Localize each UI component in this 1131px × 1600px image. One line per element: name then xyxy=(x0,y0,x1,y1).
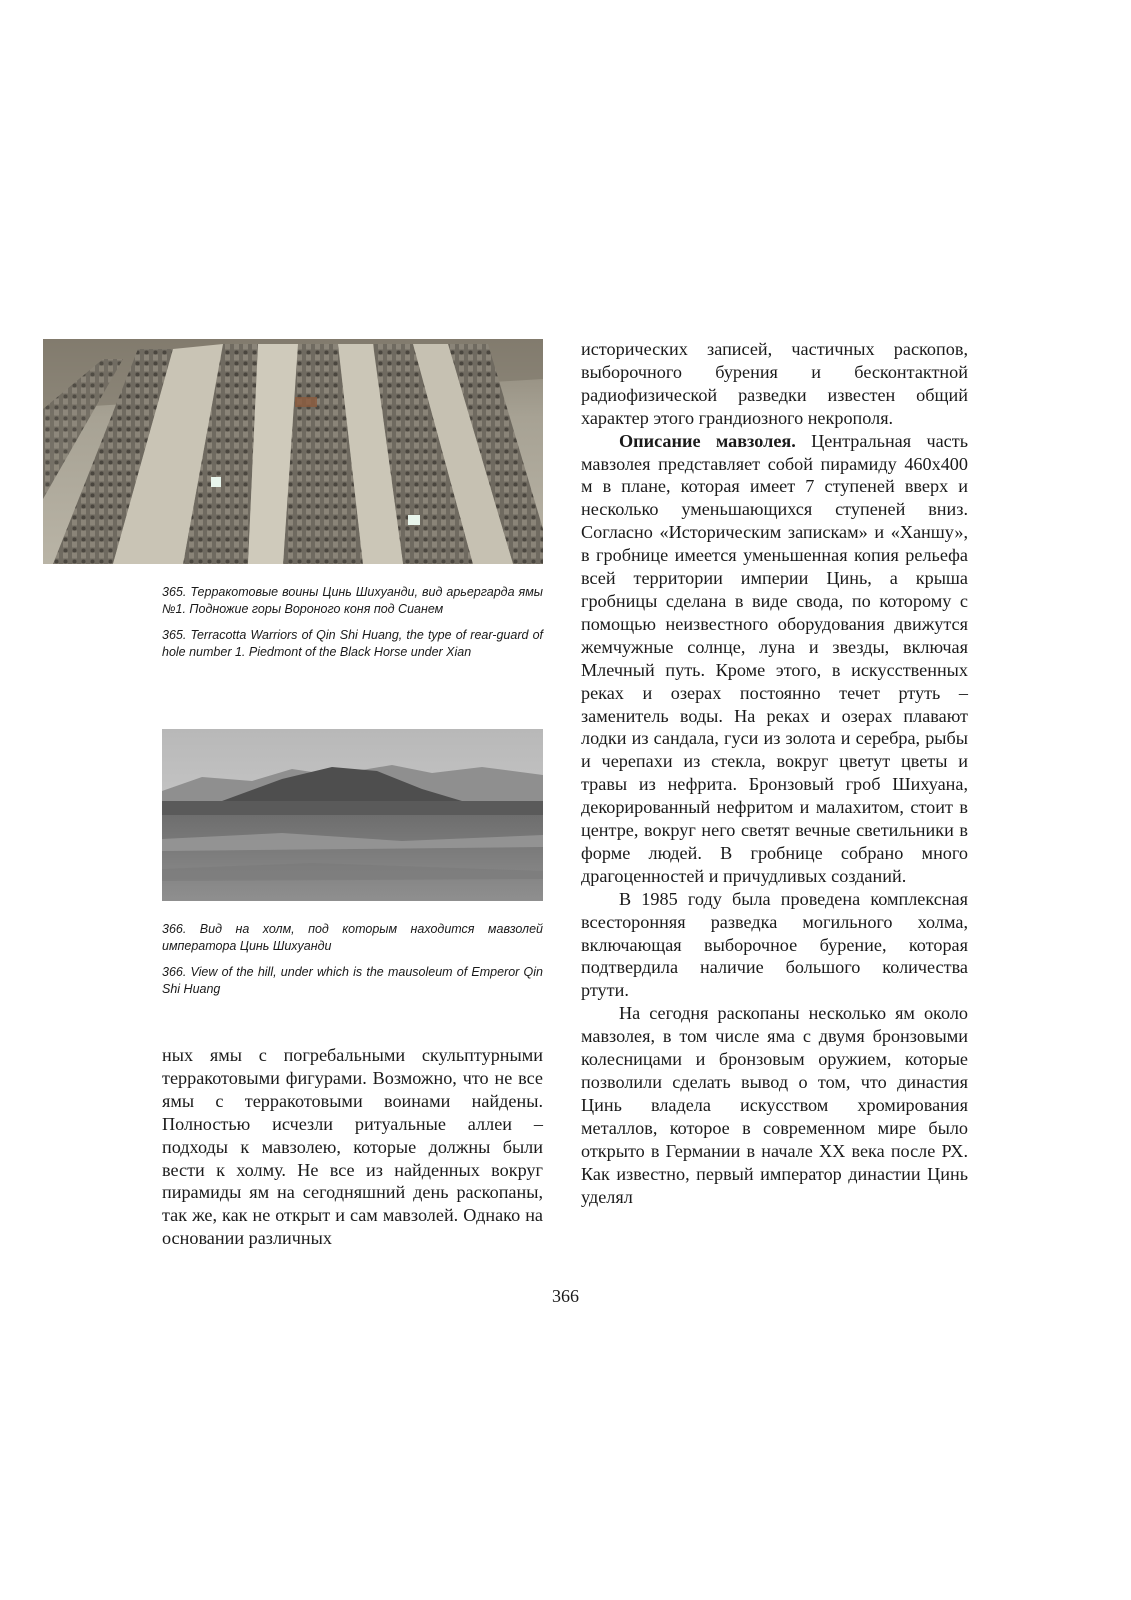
section-heading-mausoleum-description: Описание мавзолея. xyxy=(619,430,796,451)
figure-366-caption-en xyxy=(162,964,543,997)
right-column-paragraph-2 xyxy=(581,430,968,888)
right-column-paragraph-2-body: Центральная часть мавзолея представляет собой пирамиду 460x400 м в плане, которая имеет 7 ступеней вверх и несколько уменьшающихся ступеней вниз. Согласно «Историческим запискам» и «Ханшу», в гробнице имеется уменьшенная копия рельефа всей территории империи Цинь, а крыша гробницы сделана в виде свода, по которому с помощью неизвестного оборудования движутся жемчужные солнце, луна и звезды, включая Млечный путь. Кроме этого, в искусственных реках и озерах постоянно течет ртуть – заменитель воды. На реках и озерах плавают лодки из сандала, гуси из золота и серебра, рыбы и черепахи из стекла, вокруг цветут цветы и травы из нефрита. Бронзовый гроб Шихуана, декорированный нефритом и малахитом, стоит в центре, вокруг него светят вечные светильники в форме людей. В гробнице собрано много драгоценностей и причудливых созданий. xyxy=(581,430,969,886)
figure-366-caption-ru xyxy=(162,921,543,954)
terracotta-warriors-image xyxy=(43,339,543,564)
right-column-paragraph-4: На сегодня раскопаны несколько ям около мавзолея, в том числе яма с двумя бронзовыми колесницами и бронзовым оружием, которые позволили сделать вывод о том, что династия Цинь владела искусством хромирования металлов, которое в современном мире было открыто в Германии в начале XX века после РХ. Как известно, первый император династии Цинь уделял xyxy=(581,1003,968,1207)
figure-365-caption-ru xyxy=(162,584,543,617)
figure-366-caption-en-text: 366. View of the hill, under which is the mausoleum of Emperor Qin Shi Huang xyxy=(162,965,543,996)
figure-365-caption-ru-text: 365. Терракотовые воины Цинь Шихуанди, вид арьергарда ямы №1. Подножие горы Вороного коня под Сианем xyxy=(162,585,543,616)
figure-365-caption-en xyxy=(162,627,543,660)
right-column-paragraph-3: В 1985 году была проведена комплексная всесторонняя разведка могильного холма, включающая выборочное бурение, которая подтвердила наличие большого количества ртути. xyxy=(581,888,968,1001)
figure-366-caption-ru-text: 366. Вид на холм, под которым находится мавзолей императора Цинь Шихуанди xyxy=(162,922,543,953)
page-number: 366 xyxy=(552,1286,579,1306)
left-column-paragraph: ных ямы с погребальными скульптурными терракотовыми фигурами. Возможно, что не все ямы с терракотовыми воинами найдены. Полностью исчезли ритуальные аллеи – подходы к мавзолею, которые должны были вести к холму. Не все из найденных вокруг пирамиды ям на сегодняшний день раскопаны, так же, как не открыт и сам мавзолей. Однако на основании различных xyxy=(162,1045,543,1249)
left-column-text xyxy=(162,1044,543,1250)
right-column-text xyxy=(581,338,968,1208)
terracotta-warriors-photo xyxy=(43,339,543,564)
mausoleum-hill-image xyxy=(162,729,543,901)
figure-365-caption-en-text: 365. Terracotta Warriors of Qin Shi Huang, the type of rear-guard of hole number 1. Piedmont of the Black Horse under Xian xyxy=(162,628,543,659)
right-column-paragraph-1: исторических записей, частичных раскопов, выборочного бурения и бесконтактной радиофизической разведки известен общий характер этого грандиозного некрополя. xyxy=(581,339,968,428)
mausoleum-hill-photo xyxy=(162,729,543,901)
